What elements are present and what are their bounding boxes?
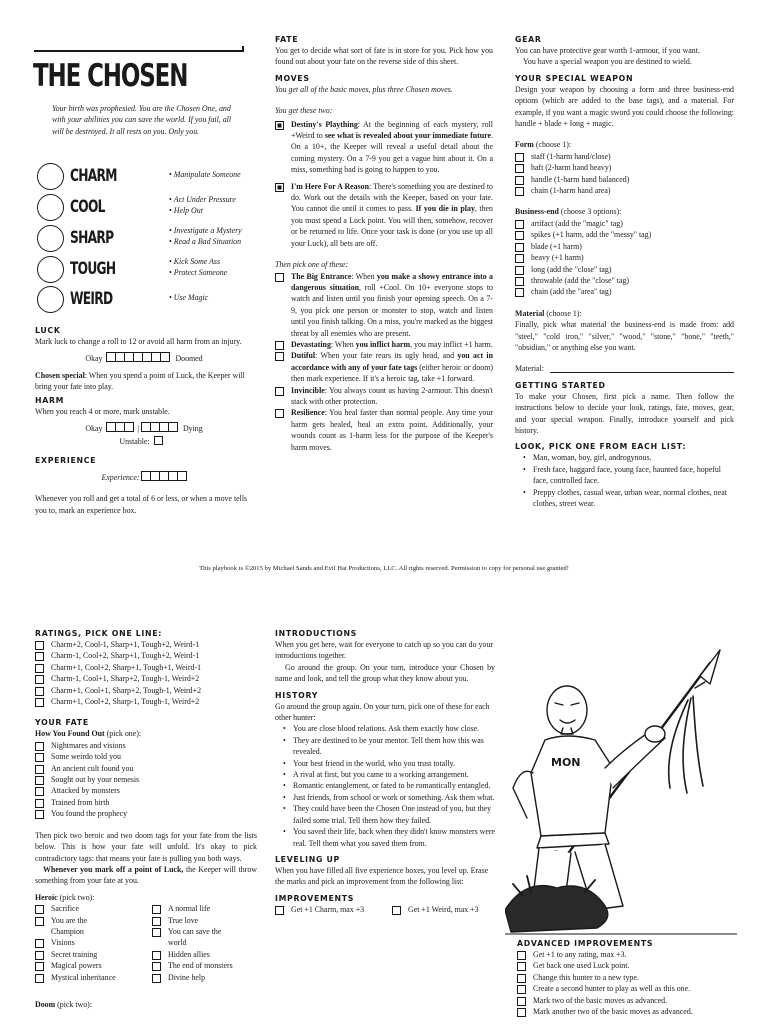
business-end-label: long (add the "close" tag) [531, 264, 612, 274]
advanced-label: Get back one used Luck point. [533, 961, 630, 971]
form-label: Form [515, 140, 534, 150]
getting-started-text: To make your Chosen, first pick a name. Then follow the instructions below to decide your look, ratings, fate, moves, gear, and your special weapon. Finally, introduce yourself and pick history. [515, 391, 734, 435]
heroic-tag-label: A normal life [168, 904, 211, 914]
business-end-label: artifact (add the "magic" tag) [531, 218, 623, 228]
material-note: (choose 1): [546, 308, 582, 318]
business-end-option [515, 252, 734, 263]
experience-label: Experience: [101, 472, 140, 482]
harm-header: HARM [35, 395, 65, 405]
doom-label: Doom [35, 1000, 56, 1010]
stat-name: SHARP [70, 228, 114, 248]
business-end-option [515, 229, 734, 240]
found-out-label: An ancient cult found you [51, 763, 134, 773]
form-option [515, 185, 734, 196]
move-text: : When your fate rears its ugly head, and [315, 351, 458, 361]
material-input-line[interactable] [550, 372, 734, 373]
heroic-tag-label: The end of monsters [168, 961, 233, 971]
advanced-checkbox[interactable] [517, 985, 526, 994]
harm-text: When you reach 4 or more, mark unstable. [35, 406, 170, 416]
form-note: (choose 1): [535, 140, 572, 150]
tough-rating-circle[interactable] [37, 256, 64, 283]
how-found-out-label: How You Found Out [35, 729, 105, 739]
leveling-text: When you have filled all five experience boxes, you level up. Erase the marks and pick an improvement from the following list: [275, 865, 489, 887]
rating-line [35, 639, 257, 650]
heroic-tag-label: Divine help [168, 972, 206, 982]
rating-line-text: Charm-1, Cool+1, Sharp+2, Tough-1, Weird+2 [51, 674, 200, 684]
found-out-checkbox[interactable] [35, 787, 44, 796]
heroic-checkbox[interactable] [152, 951, 161, 960]
stat-tough [37, 256, 267, 284]
improvement-label: Get +1 Charm, max +3 [291, 904, 365, 914]
charm-rating-circle[interactable] [37, 163, 64, 190]
move-dutiful [275, 350, 493, 384]
luck-okay-label: Okay [85, 354, 103, 364]
history-item: • Romantic entanglement, or fated to be romantically entangled. [275, 780, 495, 791]
fate-header: FATE [275, 35, 299, 44]
rating-line-text: Charm+1, Cool+1, Sharp+2, Tough-1, Weird+2 [51, 685, 202, 695]
move-trigger: If you die in play [415, 204, 475, 214]
stat-move: • Use Magic [169, 292, 208, 303]
introductions-text-2: Go around the group. On your turn, introduce your Chosen by name and look, and tell the group what they know about you. [275, 662, 495, 684]
look-item: • Man, woman, boy, girl, androgynous. [515, 452, 734, 463]
move-checkbox[interactable] [275, 352, 284, 361]
move-text: , then you must spend a Luck point. You will then, somehow, recover or be returned to life. Once your task is done (or you use up all your Luck), all bets are off. [291, 204, 493, 248]
stat-move: • Investigate a Mystery [169, 225, 242, 236]
stat-name: TOUGH [70, 259, 116, 279]
move-name: Invincible [291, 385, 325, 395]
heroic-checkbox[interactable] [35, 962, 44, 971]
business-end-checkbox[interactable] [515, 254, 524, 263]
advanced-label: Change this hunter to a new type. [533, 972, 639, 982]
harm-okay-label: Okay [85, 424, 103, 434]
business-end-option [515, 218, 734, 229]
move-checkbox[interactable] [275, 341, 284, 350]
heroic-tag-label: Secret training [51, 949, 98, 959]
page2-middle-column [275, 628, 495, 928]
heroic-label: Heroic [35, 892, 58, 902]
stat-sharp [37, 225, 267, 253]
material-text: Finally, pick what material the business-end is made from: add "steel," "cold iron," "silver," "wood," "stone," "bone," "teeth," "obsidian," or anything else you want. [515, 320, 734, 352]
advanced-option [517, 995, 737, 1006]
moves-get-these: You get these two: [275, 106, 333, 116]
luck-header: LUCK [35, 326, 61, 335]
unstable-box[interactable] [154, 436, 163, 445]
move-text: : When [351, 271, 377, 281]
heroic-tag [35, 903, 147, 914]
history-item: • You saved their life, back when they didn't know monsters were real. Tell them what you saved them from. [275, 826, 495, 849]
rating-line-text: Charm+1, Cool+2, Sharp-1, Tough-1, Weird+2 [51, 697, 200, 707]
stat-move: • Protect Someone [169, 267, 227, 278]
advanced-checkbox[interactable] [517, 1008, 526, 1017]
heroic-checkbox[interactable] [152, 917, 161, 926]
heroic-checkbox[interactable] [35, 939, 44, 948]
advanced-improvements [517, 938, 737, 1017]
found-out-option [35, 774, 257, 785]
move-big-entrance [275, 271, 493, 339]
move-checkbox[interactable] [275, 183, 284, 192]
rating-line-text: Charm+1, Cool+2, Sharp+1, Tough+1, Weird-1 [51, 662, 202, 672]
heroic-checkbox[interactable] [152, 928, 161, 937]
advanced-label: Mark another two of the basic moves as advanced. [533, 1007, 693, 1017]
weird-rating-circle[interactable] [37, 286, 64, 313]
chosen-special-label: Chosen special [35, 370, 85, 380]
doom-note: (pick two): [57, 1000, 92, 1010]
heroic-tag-label: Magical powers [51, 961, 102, 971]
shirt-lettering: MON [551, 756, 581, 769]
heroic-tag-label: Sacrifice [51, 904, 80, 914]
advanced-label: Mark two of the basic moves as advanced. [533, 995, 668, 1005]
chosen-special-text: : When you spend a point of Luck, the Keeper will bring your fate into play. [35, 370, 245, 392]
move-trigger: you act in accordance with any of your fate tags [291, 351, 493, 372]
improvement-checkbox[interactable] [275, 906, 284, 915]
heroic-checkbox[interactable] [152, 905, 161, 914]
heroic-tag [152, 903, 257, 914]
found-out-label: Sought out by your nemesis [51, 775, 140, 785]
found-out-option [35, 740, 257, 751]
weapon-header: YOUR SPECIAL WEAPON [515, 73, 634, 83]
move-here-for-a-reason [275, 181, 493, 249]
business-end-label: blade (+1 harm) [531, 241, 582, 251]
stat-move: • Help Out [169, 205, 236, 216]
move-trigger: you inflict harm [355, 339, 411, 349]
business-end-checkbox[interactable] [515, 277, 524, 286]
luck-track [35, 352, 253, 364]
getting-started-header: GETTING STARTED [515, 380, 606, 390]
move-name: The Big Entrance [291, 271, 352, 281]
move-resilience [275, 407, 493, 453]
advanced-checkbox[interactable] [517, 951, 526, 960]
advanced-checkbox[interactable] [517, 997, 526, 1006]
rating-line [35, 662, 257, 673]
material-field-label: Material: [515, 364, 544, 374]
heroic-checkbox[interactable] [152, 962, 161, 971]
heroic-tag [35, 915, 121, 938]
move-invincible [275, 385, 493, 408]
advanced-header: ADVANCED IMPROVEMENTS [517, 939, 654, 948]
business-end-label: throwable (add the "close" tag) [531, 275, 630, 285]
heroic-tag-label: You can save the world [168, 926, 222, 948]
business-end-label: Business-end [515, 207, 559, 217]
rating-line [35, 685, 257, 696]
found-out-checkbox[interactable] [35, 742, 44, 751]
found-out-label: You found the prophecy [51, 809, 128, 819]
move-name: Resilience [291, 408, 325, 418]
heroic-tag-label: True love [168, 915, 199, 925]
found-out-checkbox[interactable] [35, 753, 44, 762]
business-end-option [515, 264, 734, 275]
found-out-checkbox[interactable] [35, 810, 44, 819]
middle-column [275, 34, 493, 453]
harm-track: Okay | Dying [85, 424, 203, 434]
moves-header: MOVES [275, 73, 310, 83]
experience-text: Whenever you roll and get a total of 6 or less, or when a move tells you to, mark an experience box. [35, 494, 248, 515]
rating-line [35, 673, 257, 684]
introductions-text-1: When you get here, wait for everyone to catch up so you can do your introductions together. [275, 640, 494, 661]
fate-luck-trigger: Whenever you mark off a point of Luck, [43, 864, 184, 874]
rating-line [35, 650, 257, 661]
move-text: , roll +Cool. On 10+ everyone stops to watch and listen until you finish your opening speech. On a 7-9, you pick one person or monster to stop, watch and listen until you finish talking. On a miss, you're marked as the biggest threat by all enemies who are present. [291, 282, 493, 338]
business-end-label: chain (add the "area" tag) [531, 287, 612, 297]
form-checkbox[interactable] [515, 164, 524, 173]
form-option-label: staff (1-harm hand/close) [531, 151, 611, 161]
harm-box[interactable] [124, 422, 134, 432]
move-text: , you may inflict +1 harm. [410, 339, 493, 349]
business-end-label: spikes (+1 harm, add the "messy" tag) [531, 230, 652, 240]
heroic-tag [152, 926, 240, 949]
form-option [515, 162, 734, 173]
fate-luck-text: the Keeper will throw something from your fate at you. [35, 864, 257, 886]
stat-move: • Kick Some Ass [169, 256, 227, 267]
history-item: • They are destined to be your mentor. Tell them how this was revealed. [275, 735, 495, 758]
heroic-tag [35, 937, 147, 948]
found-out-checkbox[interactable] [35, 776, 44, 785]
moves-pick-one: Then pick one of these: [275, 260, 349, 270]
unstable-label: Unstable: [119, 437, 150, 447]
form-option [515, 151, 734, 162]
move-text: : You heal faster than normal people. Any time your harm gets healed, heal an extra point. Additionally, your wounds count as 1-harm less for the purpose of the Keeper's harm moves. [291, 408, 493, 452]
improvements-header: IMPROVEMENTS [275, 893, 355, 903]
found-out-label: Attacked by monsters [51, 786, 120, 796]
stat-charm [37, 163, 267, 191]
move-name: Dutiful [291, 351, 316, 361]
rating-checkbox[interactable] [35, 687, 44, 696]
move-text: . On a 10+, the Keeper will reveal a useful detail about the coming mystery. On a 7-9 you get a vague hint about it. On a miss, something bad is going to happen to you. [291, 131, 493, 175]
move-destinys-plaything [275, 119, 493, 176]
heroic-checkbox[interactable] [35, 951, 44, 960]
heroic-tag-label: You are the Champion [51, 915, 88, 936]
stat-weird [37, 286, 267, 314]
improvement-checkbox[interactable] [392, 906, 401, 915]
sharp-rating-circle[interactable] [37, 225, 64, 252]
move-text: (either heroic or doom) then mark experience. If it's a heroic tag, take +1 forward. [291, 362, 493, 384]
material-label: Material [515, 308, 545, 318]
heroic-checkbox[interactable] [35, 917, 44, 926]
history-text: Go around the group again. On your turn, pick one of these for each other hunter: [275, 701, 490, 723]
move-name: I'm Here For A Reason [291, 181, 370, 191]
form-checkbox[interactable] [515, 187, 524, 196]
page2-left-column [35, 628, 257, 1011]
heroic-tag-label: Hidden allies [168, 949, 210, 959]
move-trigger: you make a showy entrance into a dangerous situation [291, 271, 493, 292]
heroic-checkbox[interactable] [152, 974, 161, 983]
harm-dying-label: Dying [182, 424, 203, 434]
moves-sub: You get all of the basic moves, plus three Chosen moves. [275, 84, 453, 94]
found-out-option [35, 763, 257, 774]
luck-box[interactable] [160, 352, 170, 362]
business-end-checkbox[interactable] [515, 266, 524, 275]
heroic-tag [152, 972, 257, 983]
cool-rating-circle[interactable] [37, 194, 64, 221]
harm-box[interactable] [168, 422, 178, 432]
copyright-notice: This playbook is ©2015 by Michael Sands and Evil Hat Productions, LLC. All rights reserved. Permission to copy for personal use granted! [199, 565, 569, 572]
rating-checkbox[interactable] [35, 652, 44, 661]
stat-name: COOL [70, 197, 105, 217]
improvement-option [275, 904, 371, 915]
rating-checkbox[interactable] [35, 641, 44, 650]
your-fate-header: YOUR FATE [35, 718, 89, 728]
history-item: • Your best friend in the world, who you trust totally. [275, 758, 495, 769]
how-found-out-note: (pick one): [106, 729, 142, 739]
move-name: Destiny's Plaything [291, 119, 358, 129]
move-text: : At the beginning of each mystery, roll +Weird to [291, 119, 493, 141]
improvement-option [392, 904, 488, 915]
luck-text: Mark luck to change a roll to 12 or avoid all harm from an injury. [35, 337, 242, 346]
move-text: : You always count as having 2-armour. This doesn't stack with other protection. [291, 385, 493, 406]
found-out-label: Some weirdo told you [51, 752, 121, 762]
heroic-note: (pick two): [59, 892, 95, 902]
found-out-checkbox[interactable] [35, 765, 44, 774]
form-option-label: haft (2-harm hand heavy) [531, 163, 612, 173]
heroic-tag [152, 949, 257, 960]
move-devastating [275, 339, 493, 350]
heroic-tag-label: Visions [51, 938, 75, 948]
heroic-tag [35, 960, 147, 971]
gear-header: GEAR [515, 35, 542, 44]
business-end-option [515, 241, 734, 252]
ratings-header: RATINGS, PICK ONE LINE: [35, 629, 163, 638]
stat-name: WEIRD [70, 289, 113, 309]
move-trigger: see what is revealed about your immediate future [324, 131, 492, 141]
move-checkbox[interactable] [275, 409, 284, 418]
business-end-option [515, 275, 734, 286]
heroic-tag-label: Mystical inheritance [51, 972, 116, 982]
form-checkbox[interactable] [515, 176, 524, 185]
form-option [515, 174, 734, 185]
introductions-header: INTRODUCTIONS [275, 629, 357, 638]
found-out-checkbox[interactable] [35, 799, 44, 808]
left-column-lower [35, 325, 253, 516]
heroic-tag [35, 949, 147, 960]
stat-move: • Read a Bad Situation [169, 236, 242, 247]
found-out-option [35, 785, 257, 796]
heroic-tag [152, 960, 257, 971]
found-out-label: Trained from birth [51, 797, 110, 807]
stat-move: • Manipulate Someone [169, 169, 241, 180]
heroic-checkbox[interactable] [35, 974, 44, 983]
title-rule-tick [242, 46, 244, 52]
advanced-option [517, 1006, 737, 1017]
advanced-option [517, 983, 737, 994]
form-checkbox[interactable] [515, 153, 524, 162]
luck-doomed-label: Doomed [175, 354, 203, 364]
business-end-checkbox[interactable] [515, 243, 524, 252]
history-item: • A rival at first, but you came to a working arrangement. [275, 769, 495, 780]
title-rule [34, 50, 244, 52]
gear-text-2: You have a special weapon you are destined to wield. [523, 57, 692, 67]
rating-checkbox[interactable] [35, 664, 44, 673]
history-item: • They could have been the Chosen One instead of you, but they failed some trial. Tell them how they failed. [275, 803, 495, 826]
rating-checkbox[interactable] [35, 675, 44, 684]
advanced-option [517, 949, 737, 960]
rating-line [35, 696, 257, 707]
look-header: LOOK, PICK ONE FROM EACH LIST: [515, 442, 687, 452]
found-out-label: Nightmares and visions [51, 740, 126, 750]
form-option-label: chain (1-harm hand area) [531, 186, 611, 196]
rating-line-text: Charm-1, Cool+2, Sharp+1, Tough+2, Weird-1 [51, 651, 200, 661]
advanced-option [517, 960, 737, 971]
move-text: : When [330, 339, 356, 349]
fate-text: You get to decide what sort of fate is in store for you. Pick how you found out about your fate on the reverse side of this sheet. [275, 46, 493, 67]
found-out-option [35, 797, 257, 808]
found-out-option [35, 808, 257, 819]
move-checkbox[interactable] [275, 121, 284, 130]
found-out-option [35, 751, 257, 762]
gear-text-1: You can have protective gear worth 1-armour, if you want. [515, 46, 700, 55]
business-end-checkbox[interactable] [515, 220, 524, 229]
heroic-tag [152, 915, 257, 926]
heroic-tag [35, 972, 147, 983]
advanced-checkbox[interactable] [517, 974, 526, 983]
advanced-label: Create a second hunter to play as well as this one. [533, 984, 691, 994]
move-name: Devastating [291, 339, 331, 349]
business-end-label: heavy (+1 harm) [531, 253, 584, 263]
stat-move: • Act Under Pressure [169, 194, 236, 205]
business-end-checkbox[interactable] [515, 231, 524, 240]
move-checkbox[interactable] [275, 273, 284, 282]
business-end-note: (choose 3 options): [560, 207, 622, 217]
rating-checkbox[interactable] [35, 698, 44, 707]
advanced-option [517, 972, 737, 983]
improvement-label: Get +1 Weird, max +3 [408, 904, 479, 914]
stat-name: CHARM [70, 166, 117, 186]
history-item: • Just friends, from school or work or something. Ask them what. [275, 792, 495, 803]
chosen-hunter-illustration [505, 648, 737, 938]
history-item: • You are close blood relations. Ask them exactly how close. [275, 723, 495, 734]
business-end-option [515, 286, 734, 297]
rating-line-text: Charm+2, Cool-1, Sharp+1, Tough+2, Weird-1 [51, 640, 200, 649]
business-end-checkbox[interactable] [515, 288, 524, 297]
weapon-text: Design your weapon by choosing a form and three business-end options (which are added to the base tags), and a material. For example, if you want a magic sword you could choose the following: handle + blade + long + magic. [515, 84, 734, 129]
fate-tags-text: Then pick two heroic and two doom tags for your fate from the lists below. This is how your fate will unfold. It's okay to pick contradictory tags: that means your fate is pulling you both ways. [35, 830, 257, 863]
experience-box[interactable] [177, 471, 187, 481]
leveling-header: LEVELING UP [275, 854, 340, 864]
intro-text: Your birth was prophesied. You are the Chosen One, and with your abilities you can save the world. If you fail, all will be destroyed. It all rests on you. Only you. [52, 104, 232, 136]
history-header: HISTORY [275, 690, 319, 700]
luck-boxes [107, 354, 172, 363]
heroic-checkbox[interactable] [35, 905, 44, 914]
form-option-label: handle (1-harm hand balanced) [531, 174, 630, 184]
look-item: • Fresh face, haggard face, young face, haunted face, hopeful face, controlled face. [515, 464, 734, 487]
advanced-checkbox[interactable] [517, 962, 526, 971]
experience-header: EXPERIENCE [35, 455, 97, 465]
advanced-label: Get +1 to any rating, max +3. [533, 950, 627, 959]
stat-cool [37, 194, 267, 222]
page-title: THE CHOSEN [33, 58, 188, 94]
look-item: • Preppy clothes, casual wear, urban wear, normal clothes, neat clothes, street wear. [515, 487, 734, 510]
move-text: : There's something you are destined to do. Work out the details with the Keeper, based on your fate. You cannot die until it comes to pass. [291, 181, 493, 214]
right-column [515, 34, 734, 509]
move-checkbox[interactable] [275, 387, 284, 396]
